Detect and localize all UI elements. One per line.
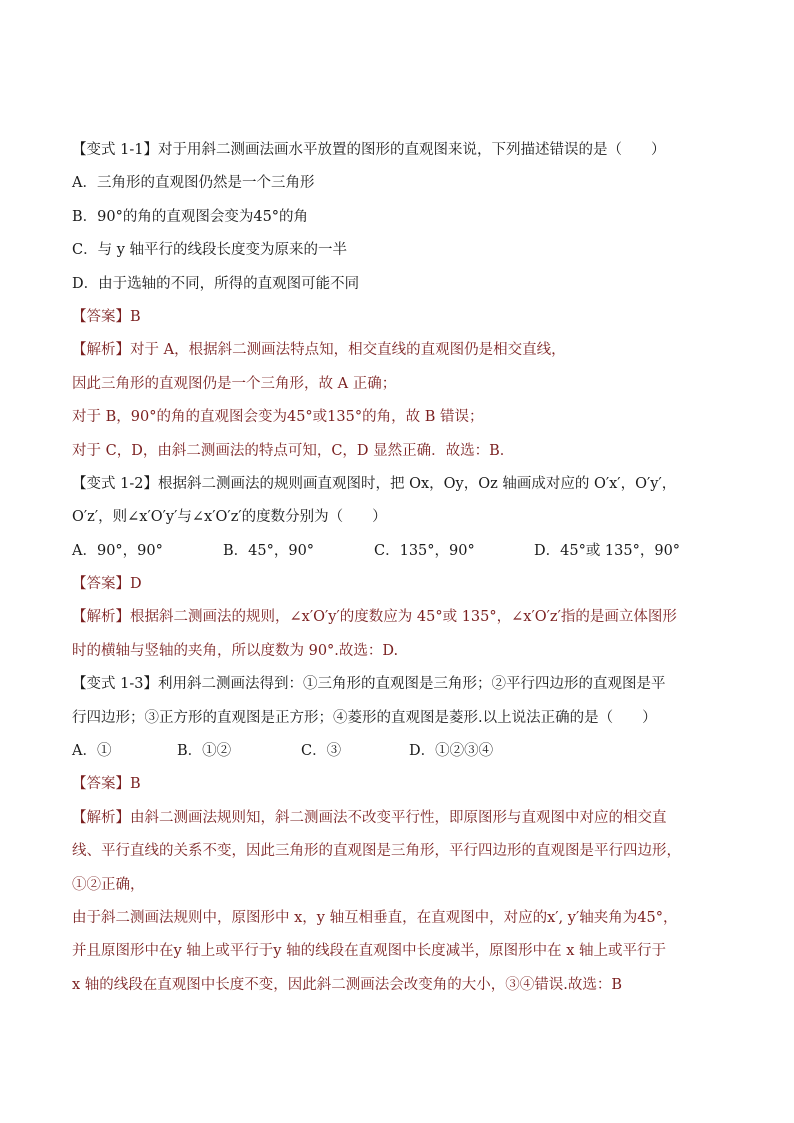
- q2-options: [72, 541, 734, 561]
- q2-option-b: B．45°，90°: [223, 542, 315, 559]
- q3-analysis-line-1: 【解析】由斜二测画法规则知，斜二测画法不改变平行性，即原图形与直观图中对应的相交直: [72, 809, 667, 826]
- q1-analysis-line-4: 对于 C，D，由斜二测画法的特点可知，C，D 显然正确．故选：B．: [72, 442, 515, 459]
- q2-option-a: A．90°，90°: [72, 542, 163, 559]
- q3-option-a: A．①: [72, 743, 112, 760]
- q2-option-c: C．135°，90°: [374, 542, 475, 559]
- q3-options: [72, 741, 734, 761]
- q1-option-b: B．90°的角的直观图会变为45°的角: [72, 208, 309, 225]
- q3-option-c: C．③: [301, 743, 342, 760]
- q1-analysis-line-3: 对于 B，90°的角的直观图会变为45°或135°的角，故 B 错误；: [72, 409, 484, 426]
- q3-stem-line-1: 【变式 1-3】利用斜二测画法得到：①三角形的直观图是三角形；②平行四边形的直观图是平: [72, 676, 666, 693]
- q3-analysis-line-3: ①②正确，: [72, 876, 145, 893]
- q1-option-c: C．与 y 轴平行的线段长度变为原来的一半: [72, 242, 348, 259]
- q2-answer: 【答案】D: [72, 576, 142, 593]
- q2-stem-line-2: O′z′，则∠x′O′y′与∠x′O′z′的度数分别为（ ）: [72, 509, 387, 526]
- q2-stem-line-1: 【变式 1-2】根据斜二测画法的规则画直观图时，把 Ox，Oy，Oz 轴画成对应的 O′x′，O′y′，: [72, 475, 677, 492]
- q1-analysis-line-2: 因此三角形的直观图仍是一个三角形，故 A 正确；: [72, 375, 397, 392]
- q1-analysis-line-1: 【解析】对于 A，根据斜二测画法特点知，相交直线的直观图仍是相交直线，: [72, 342, 566, 359]
- q3-option-d: D．①②③④: [409, 743, 494, 760]
- q3-stem-line-2: 行四边形；③正方形的直观图是正方形；④菱形的直观图是菱形.以上说法正确的是（ ）: [72, 709, 657, 726]
- q2-analysis-line-1: 【解析】根据斜二测画法的规则，∠x′O′y′的度数应为 45°或 135°，∠x′O′z′指的是画立体图形: [72, 609, 677, 626]
- q3-answer: 【答案】B: [72, 776, 141, 793]
- q1-stem: 【变式 1-1】对于用斜二测画法画水平放置的图形的直观图来说，下列描述错误的是（ ）: [72, 142, 666, 158]
- q3-analysis-line-6: x 轴的线段在直观图中长度不变，因此斜二测画法会改变角的大小，③④错误.故选：B: [72, 976, 623, 993]
- q1-option-d: D．由于选轴的不同，所得的直观图可能不同: [72, 275, 360, 292]
- q1-answer: 【答案】B: [72, 308, 141, 325]
- q3-analysis-line-4: 由于斜二测画法规则中，原图形中 x，y 轴互相垂直，在直观图中，对应的x′, y′轴夹角为45°，: [72, 909, 678, 926]
- q3-analysis-line-5: 并且原图形中在y 轴上或平行于y 轴的线段在直观图中长度减半，原图形中在 x 轴上或平行于: [72, 943, 666, 960]
- q1-option-a: A．三角形的直观图仍然是一个三角形: [72, 175, 315, 192]
- q2-analysis-line-2: 时的横轴与竖轴的夹角，所以度数为 90°.故选：D.: [72, 642, 399, 659]
- q3-analysis-line-2: 线、平行直线的关系不变，因此三角形的直观图是三角形，平行四边形的直观图是平行四边形，: [72, 843, 681, 860]
- q3-option-b: B．①②: [177, 743, 232, 760]
- q2-option-d: D．45°或 135°，90°: [534, 542, 681, 559]
